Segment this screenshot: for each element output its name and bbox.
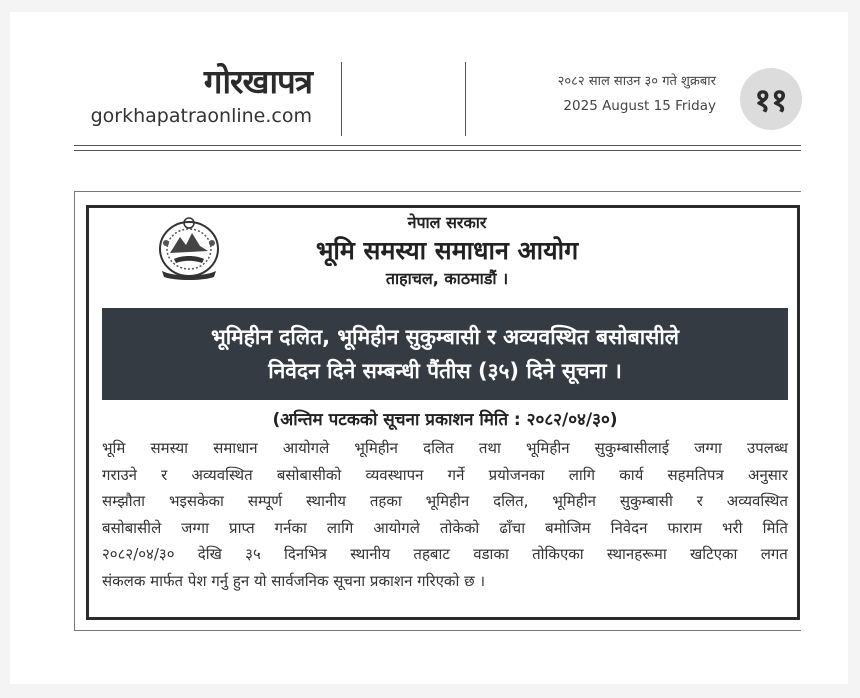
body-word: सम्पूर्ण <box>247 492 283 511</box>
body-word: गर्नका <box>274 518 307 537</box>
body-word: भूमिहीन <box>425 492 470 511</box>
body-word: समाधान <box>213 439 258 457</box>
body-word: दलित, <box>493 492 529 511</box>
date-english: 2025 August 15 Friday <box>563 98 716 114</box>
body-word: कार्य <box>619 465 644 484</box>
body-word: बसोबासीको <box>276 465 342 484</box>
header-rule <box>74 150 801 151</box>
notice-frame-line <box>74 191 801 192</box>
masthead <box>80 62 312 128</box>
body-word: र <box>161 465 168 484</box>
body-word: तहका <box>369 492 402 511</box>
commission-name: भूमि समस्या समाधान आयोग <box>315 236 579 265</box>
page-number-badge: ११ <box>740 68 802 130</box>
body-word: फाराम <box>667 518 702 537</box>
body-word: सहमतिपत्र <box>667 465 724 484</box>
header-divider <box>465 62 466 136</box>
body-word: वडाका <box>473 545 509 564</box>
body-line <box>102 462 788 489</box>
body-word: लागि <box>326 518 354 537</box>
body-word: दिनभित्र <box>284 545 327 564</box>
body-word: सुकुम्बासी <box>619 492 673 511</box>
body-line <box>102 541 788 568</box>
body-word: बमोजिम <box>545 518 591 537</box>
notice-headline <box>102 308 788 400</box>
body-word: भूमि <box>102 439 126 457</box>
body-word: अनुसार <box>748 465 788 484</box>
website-link[interactable]: gorkhapatraonline.com <box>90 105 312 127</box>
body-word: तोकिएका <box>532 545 584 564</box>
body-word: २०८२/०४/३० <box>102 545 175 564</box>
body-word: स्थानीय <box>306 492 346 511</box>
body-word: र <box>696 492 703 511</box>
body-word: समस्या <box>150 439 189 457</box>
commission-location: ताहाचल, काठमाडौं । <box>385 269 509 288</box>
body-word: सम्झौता <box>102 492 146 511</box>
header-rule <box>74 145 801 146</box>
body-word: जग्गा <box>181 518 209 537</box>
body-word: अव्यवस्थित <box>726 492 788 511</box>
body-word: तोकेको <box>439 518 480 537</box>
headline-line: भूमिहीन दलित, भूमिहीन सुकुम्बासी र अव्यवस्थित बसोबासीले <box>210 325 680 349</box>
body-word: भरी <box>721 518 743 537</box>
masthead-logo: गोरखापत्र <box>203 62 312 101</box>
body-word: प्रयोजनका <box>488 465 545 484</box>
body-word: सुकुम्बासीलाई <box>594 439 670 457</box>
body-word: भूमिहीन <box>525 439 570 457</box>
notice-frame-line <box>74 630 801 631</box>
body-word: स्थानहरूमा <box>606 545 667 564</box>
notice-body <box>102 435 788 595</box>
body-word: बसोबासीले <box>102 518 162 537</box>
body-word: उपलब्ध <box>747 439 788 457</box>
body-word: मिति <box>762 518 788 537</box>
last-publish-date: (अन्तिम पटकको सूचना प्रकाशन मिति : २०८२/०४/३०) <box>272 410 618 430</box>
body-word: लगत <box>760 545 788 564</box>
body-word: तथा <box>478 439 501 457</box>
body-word: गराउने <box>102 465 138 484</box>
body-word: आयोगले <box>373 518 420 537</box>
body-word: भूमिहीन <box>552 492 596 511</box>
body-word: निवेदन <box>610 518 648 537</box>
body-line: संकलक मार्फत पेश गर्नु हुन यो सार्वजनिक सूचना प्रकाशन गरिएको छ । <box>102 571 486 590</box>
government-name: नेपाल सरकार <box>407 213 487 232</box>
body-word: तहबाट <box>413 545 450 564</box>
nepal-emblem-icon <box>152 213 226 283</box>
header-divider <box>341 62 342 136</box>
body-word: आयोगले <box>282 439 330 457</box>
date-nepali: २०८२ साल साउन ३० गते शुक्रबार <box>557 74 716 89</box>
body-line <box>102 435 788 462</box>
body-word: भूमिहीन <box>354 439 398 457</box>
headline-line: निवेदन दिने सम्बन्धी पैंतीस (३५) दिने सूचना । <box>268 359 622 383</box>
body-word: लागि <box>568 465 596 484</box>
body-word: देखि <box>197 545 222 564</box>
body-line <box>102 488 788 515</box>
body-word: प्राप्त <box>229 518 255 537</box>
body-word: गर्ने <box>447 465 465 484</box>
body-word: जग्गा <box>694 439 722 457</box>
body-word: व्यवस्थापन <box>365 465 424 484</box>
body-word: स्थानीय <box>350 545 391 564</box>
body-word: खटिएका <box>690 545 738 564</box>
body-word: ढाँचा <box>499 518 526 537</box>
body-word: भइसकेका <box>168 492 224 511</box>
date-block <box>480 72 716 116</box>
notice-frame-line <box>74 191 75 631</box>
body-word: अव्यवस्थित <box>191 465 253 484</box>
issuer-block <box>230 212 664 290</box>
body-word: ३५ <box>245 545 261 564</box>
body-line <box>102 515 788 542</box>
body-word: दलित <box>423 439 454 457</box>
